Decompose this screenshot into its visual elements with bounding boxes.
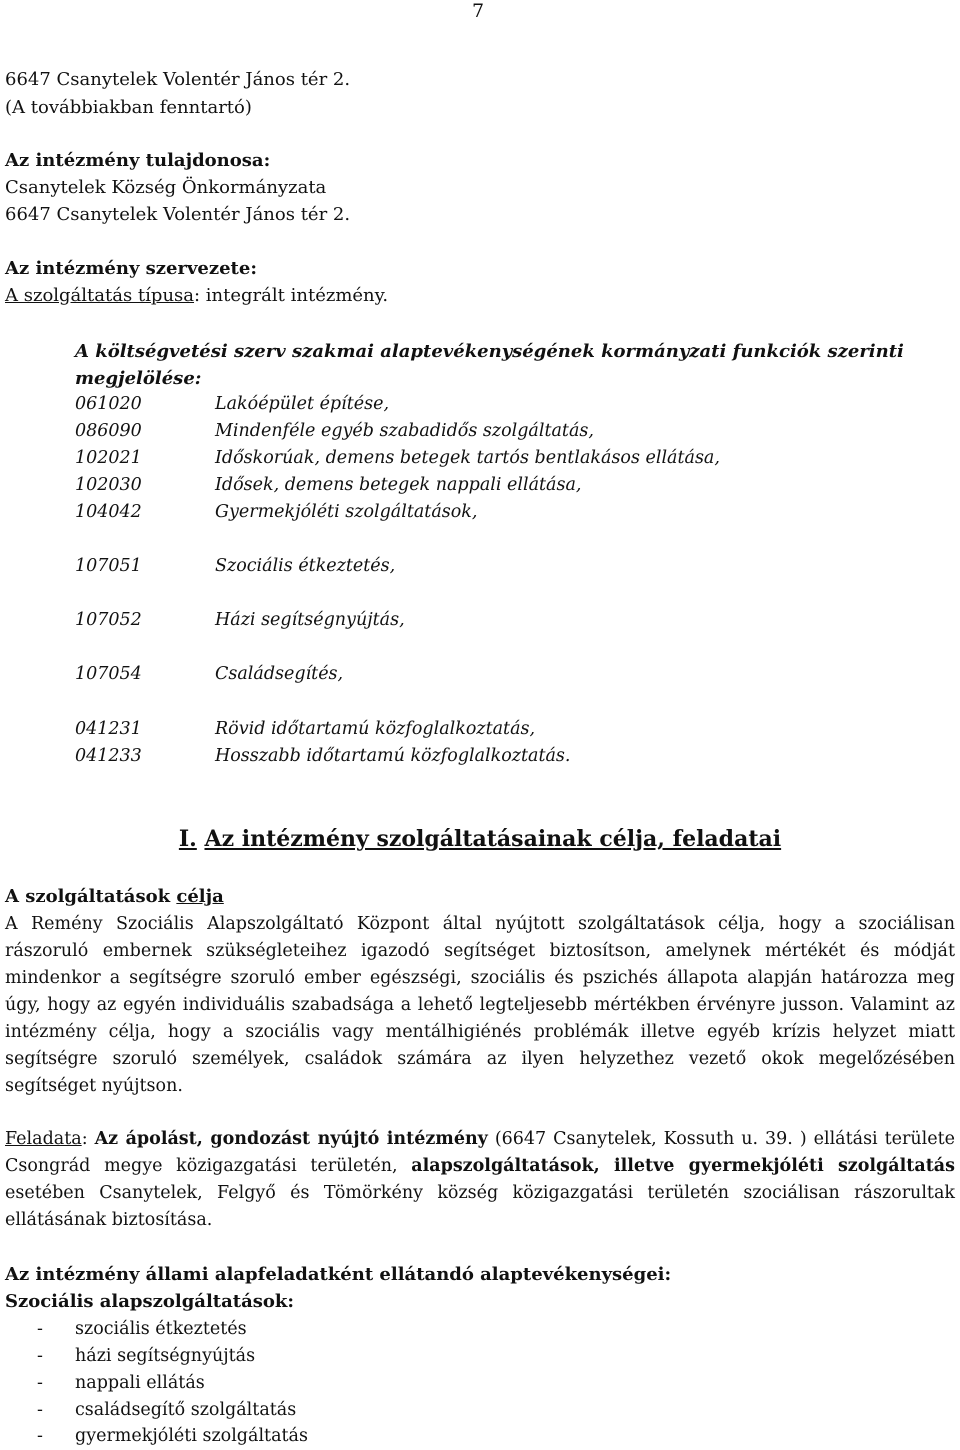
state-tasks-heading: Az intézmény állami alapfeladatként ellátandó alaptevékenységei: [5, 1264, 672, 1285]
function-name: Mindenféle egyéb szabadidős szolgáltatás, [215, 421, 594, 441]
bullet-dash: - [37, 1319, 43, 1339]
function-name: Családsegítés, [215, 664, 344, 684]
list-item-text: házi segítségnyújtás [75, 1346, 256, 1366]
function-name: Gyermekjóléti szolgáltatások, [215, 502, 478, 522]
task-paragraph [5, 1126, 955, 1234]
function-row [75, 743, 570, 770]
function-name: Lakóépület építése, [215, 394, 390, 414]
function-name: Hosszabb időtartamú közfoglalkoztatás. [215, 746, 571, 766]
bullet-dash: - [37, 1400, 43, 1420]
task-label: Feladata [5, 1129, 82, 1149]
function-code: 104042 [75, 502, 142, 522]
list-item [37, 1423, 308, 1450]
service-type [5, 283, 388, 309]
function-row [75, 716, 535, 743]
function-row [75, 499, 477, 526]
owner-address: 6647 Csanytelek Volentér János tér 2. [5, 204, 351, 225]
goal-heading-prefix: A szolgáltatások [5, 886, 177, 907]
owner-name: Csanytelek Község Önkormányzata [5, 177, 327, 198]
function-name: Idősek, demens betegek nappali ellátása, [215, 475, 582, 495]
section-number: I. [178, 826, 197, 852]
function-name: Szociális étkeztetés, [215, 556, 396, 576]
section-title-text: Az intézmény szolgáltatásainak célja, feladatai [204, 826, 782, 852]
task-colon: : [81, 1129, 95, 1149]
page-number: 7 [472, 0, 485, 22]
function-name: Rövid időtartamú közfoglalkoztatás, [215, 719, 536, 739]
list-item [37, 1370, 205, 1397]
function-code: 041231 [75, 719, 142, 739]
social-services-heading: Szociális alapszolgáltatások: [5, 1291, 295, 1312]
section-title [0, 826, 960, 852]
function-row [75, 391, 389, 418]
task-bold-institution: Az ápolást, gondozást nyújtó intézmény [94, 1129, 488, 1149]
function-code: 086090 [75, 421, 142, 441]
address-line: 6647 Csanytelek Volentér János tér 2. [5, 69, 351, 90]
service-type-label: A szolgáltatás típusa [5, 285, 195, 306]
goal-heading-underlined: célja [176, 886, 224, 907]
list-item-text: nappali ellátás [75, 1373, 205, 1393]
task-text-1: (6647 Csanytelek, Kossuth u. 39. ) ellátási területe Csongrád megye közigazgatási területén, [5, 1129, 955, 1176]
bullet-dash: - [37, 1373, 43, 1393]
goal-paragraph: A Remény Szociális Alapszolgáltató Központ által nyújtott szolgáltatások célja, hogy a szociálisan rászoruló embernek szükségleteihez igazodó segítséget biztosítson, amelynek mértékét és módját mindenkor a segítségre szoruló ember egészségi, szociális és pszichés állapota alapján határozza meg úgy, hogy az egyén individuális szabadsága a lehető legteljesebb mértékben érvényre jusson. Valamint az intézmény célja, hogy a szociális vagy mentálhigiénés problémák illetve egyéb krízis helyzet miatt segítségre szoruló személyek, családok számára az ilyen helyzethez vezető okok megelőzésében segítséget nyújtson. [5, 914, 955, 1096]
function-code: 107052 [75, 610, 142, 630]
owner-heading: Az intézmény tulajdonosa: [5, 150, 271, 171]
function-row [75, 445, 720, 472]
goal-heading [5, 884, 224, 910]
function-name: Időskorúak, demens betegek tartós bentlakásos ellátása, [215, 448, 720, 468]
function-row [75, 418, 594, 445]
list-item [37, 1397, 296, 1424]
function-row [75, 661, 343, 688]
function-code: 107051 [75, 556, 142, 576]
function-code: 102021 [75, 448, 142, 468]
function-name: Házi segítségnyújtás, [215, 610, 405, 630]
list-item-text: családsegítő szolgáltatás [75, 1400, 297, 1420]
list-item-text: gyermekjóléti szolgáltatás [75, 1426, 308, 1446]
task-text-2: esetében Csanytelek, Felgyő és Tömörkény község közigazgatási területén szociálisan rászorultak ellátásának biztosítása. [5, 1183, 955, 1230]
service-type-value: : integrált intézmény. [194, 285, 389, 306]
list-item [37, 1316, 247, 1343]
list-item-text: szociális étkeztetés [75, 1319, 247, 1339]
function-code: 041233 [75, 746, 142, 766]
function-code: 102030 [75, 475, 142, 495]
function-row [75, 553, 395, 580]
bullet-dash: - [37, 1346, 43, 1366]
functions-heading: A költségvetési szerv szakmai alaptevékenységének kormányzati funkciók szerinti megjelölése: [75, 341, 904, 389]
bullet-dash: - [37, 1426, 43, 1446]
function-row [75, 607, 405, 634]
function-code: 061020 [75, 394, 142, 414]
function-row [75, 472, 581, 499]
function-code: 107054 [75, 664, 142, 684]
list-item [37, 1343, 255, 1370]
organization-heading: Az intézmény szervezete: [5, 258, 257, 279]
task-bold-services: alapszolgáltatások, illetve gyermekjóléti szolgáltatás [411, 1156, 955, 1176]
maintainer-note: (A továbbiakban fenntartó) [5, 97, 252, 118]
